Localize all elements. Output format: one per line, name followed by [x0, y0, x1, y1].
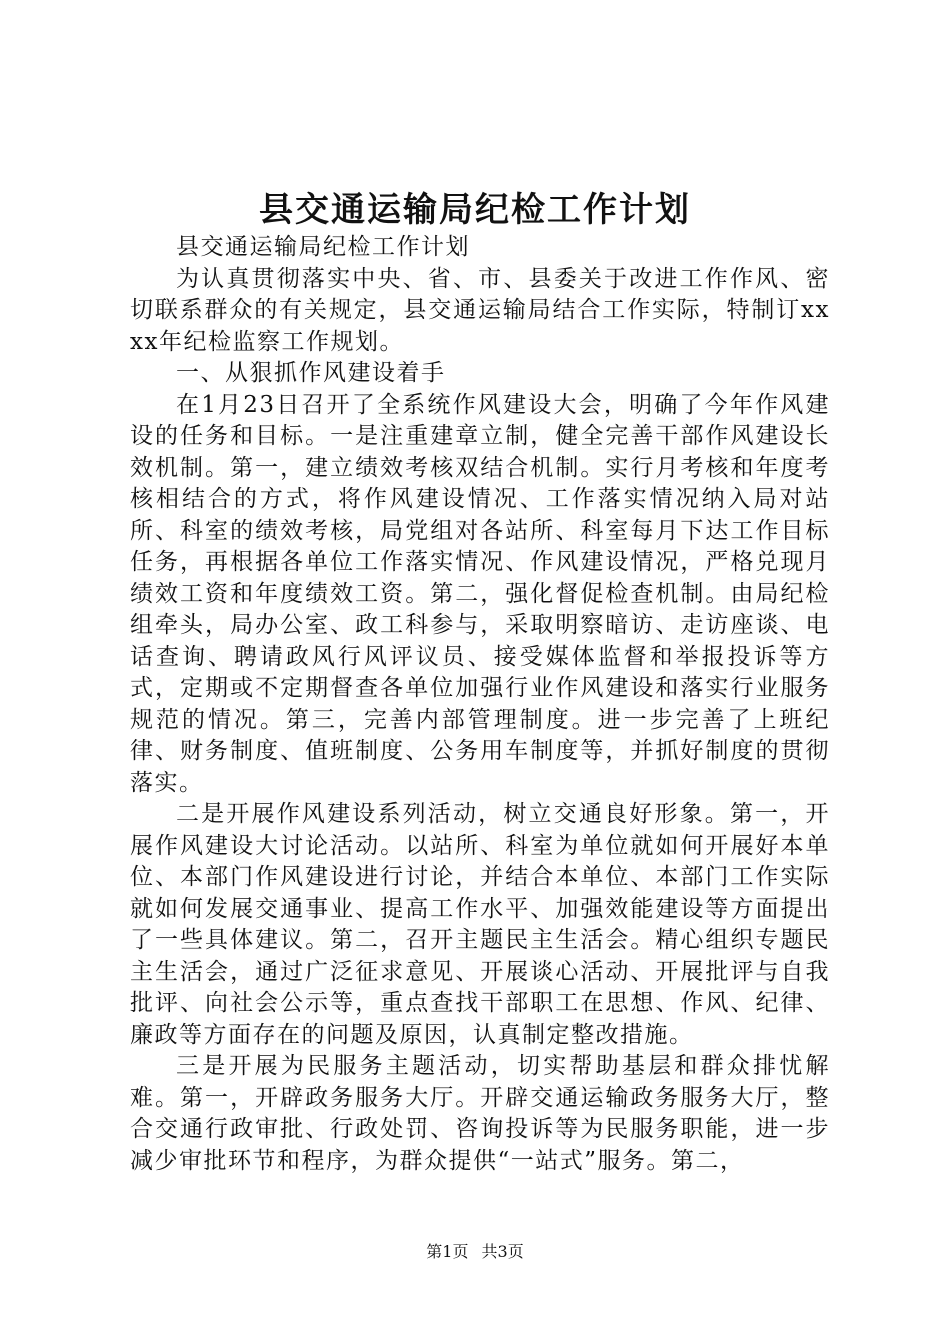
paragraph-intro: 为认真贯彻落实中央、省、市、县委关于改进工作作风、密切联系群众的有关规定，县交通运输局结合工作实际，特制订xxxx年纪检监察工作规划。: [130, 265, 830, 355]
paragraph-section-1: 在1月23日召开了全系统作风建设大会，明确了今年作风建设的任务和目标。一是注重建章立制，健全完善干部作风建设长效机制。第一，建立绩效考核双结合机制。实行月考核和年度考核相结合的方式，将作风建设情况、工作落实情况纳入局对站所、科室的绩效考核，局党组对各站所、科室每月下达工作目标任务，再根据各单位工作落实情况、作风建设情况，严格兑现月绩效工资和年度绩效工资。第二，强化督促检查机制。由局纪检组牵头，局办公室、政工科参与，采取明察暗访、走访座谈、电话查询、聘请政风行风评议员、接受媒体监督和举报投诉等方式，定期或不定期督查各单位加强行业作风建设和落实行业服务规范的情况。第三，完善内部管理制度。进一步完善了上班纪律、财务制度、值班制度、公务用车制度等，并抓好制度的贯彻落实。: [130, 391, 830, 796]
paragraph-section-3: 三是开展为民服务主题活动，切实帮助基层和群众排忧解难。第一，开辟政务服务大厅。开辟交通运输政务服务大厅，整合交通行政审批、行政处罚、咨询投诉等为民服务职能，进一步减少审批环节和程序，为群众提供“一站式”服务。第二，: [130, 1053, 830, 1174]
page-total: 共3页: [481, 1242, 524, 1261]
page-footer: [0, 1242, 950, 1262]
page-number: 第1页: [426, 1242, 469, 1261]
paragraph-section-2: 二是开展作风建设系列活动，树立交通良好形象。第一，开展作风建设大讨论活动。以站所、科室为单位就如何开展好本单位、本部门作风建设进行讨论，并结合本单位、本部门工作实际就如何发展交通事业、提高工作水平、加强效能建设等方面提出了一些具体建议。第二，召开主题民主生活会。精心组织专题民主生活会，通过广泛征求意见、开展谈心活动、开展批评与自我批评、向社会公示等，重点查找干部职工在思想、作风、纪律、廉政等方面存在的问题及原因，认真制定整改措施。: [130, 801, 830, 1048]
paragraph-subtitle: 县交通运输局纪检工作计划: [176, 234, 470, 260]
document-title: 县交通运输局纪检工作计划: [259, 190, 691, 230]
section-heading-1: 一、从狠抓作风建设着手: [176, 360, 446, 386]
document-body: [130, 232, 830, 1177]
